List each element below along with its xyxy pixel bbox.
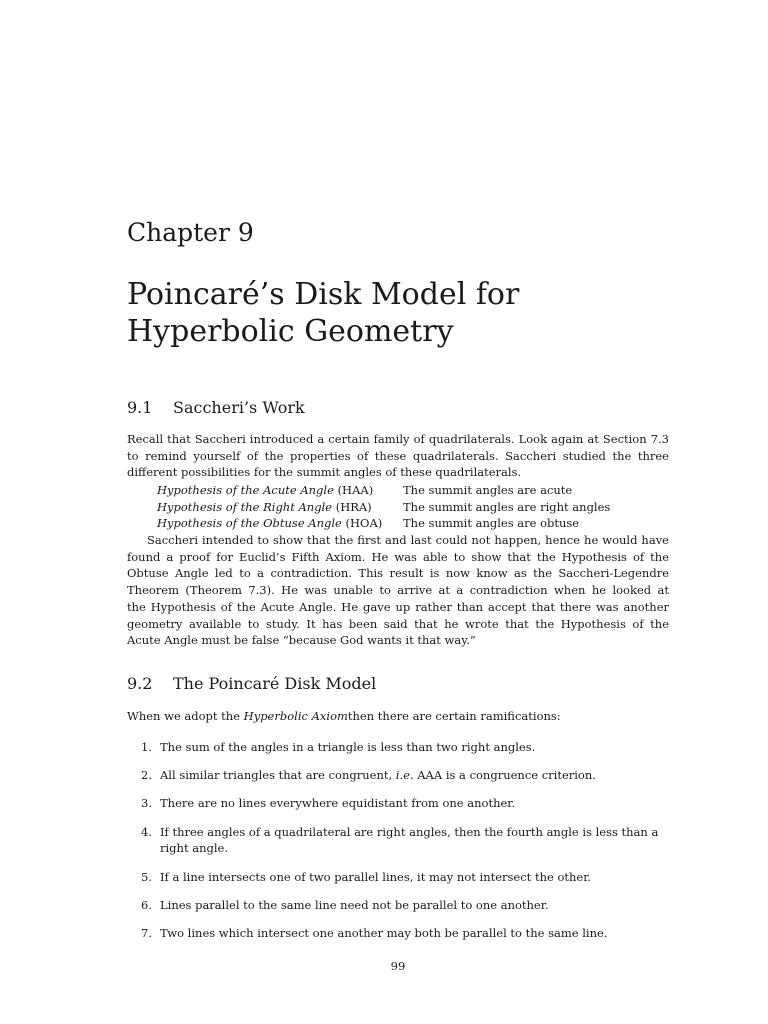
hypothesis-abbr: (HRA) (335, 499, 372, 514)
list-item-text-before: All similar triangles that are congruent, (160, 768, 396, 783)
list-item-italic: i.e. (395, 768, 414, 783)
chapter-title-line-1: Poincaré’s Disk Model for (127, 277, 520, 312)
hypothesis-name (157, 515, 403, 532)
list-item-text: Two lines which intersect one another may both be parallel to the same line. (160, 925, 608, 940)
section-title: The Poincaré Disk Model (173, 674, 377, 693)
list-marker: 7. (141, 925, 152, 940)
list-item-text-continued: right angle. (160, 841, 228, 856)
hypothesis-description: The summit angles are acute (403, 483, 573, 497)
hypotheses-table (157, 482, 610, 532)
list-item (127, 925, 658, 942)
section-number: 9.2 (127, 674, 153, 693)
section-title: Saccheri’s Work (173, 398, 305, 417)
paragraph-line: Obtuse Angle led to a contradiction. This result is now know as the Saccheri-Legendre (127, 566, 669, 581)
chapter-title-line-2: Hyperbolic Geometry (127, 314, 454, 349)
paragraph-line: to remind yourself of the properties of these quadrilaterals. Saccheri studied the three (127, 448, 669, 463)
hypothesis-name (157, 499, 403, 516)
list-item (127, 739, 658, 756)
hypothesis-row (157, 515, 610, 532)
list-item (127, 767, 658, 784)
hypothesis-abbr: (HAA) (337, 483, 374, 497)
list-marker: 5. (141, 869, 152, 884)
paragraph-line: found a proof for Euclid’s Fifth Axiom. He was able to show that the Hypothesis of the (127, 549, 669, 564)
intro-text-before: When we adopt the (127, 709, 244, 723)
list-marker: 2. (141, 768, 152, 783)
list-item (127, 795, 658, 812)
section-heading-9-1 (127, 398, 305, 418)
list-marker: 3. (141, 796, 152, 811)
intro-text-after: then there are certain ramifications: (347, 709, 561, 723)
section-number: 9.1 (127, 398, 153, 417)
saccheri-intro-paragraph (127, 431, 669, 481)
saccheri-second-paragraph (127, 532, 669, 649)
list-item-text: If a line intersects one of two parallel lines, it may not intersect the other. (160, 869, 592, 884)
hypothesis-row (157, 499, 610, 516)
hypothesis-row (157, 482, 610, 499)
list-item-text: If three angles of a quadrilateral are right angles, then the fourth angle is less than a (160, 824, 659, 839)
list-marker: 6. (141, 897, 152, 912)
ramifications-list (127, 739, 658, 953)
hyperbolic-axiom-intro (127, 708, 561, 725)
list-marker: 1. (141, 740, 152, 754)
list-item (127, 897, 658, 914)
hypothesis-description: The summit angles are obtuse (403, 516, 580, 531)
paragraph-line: Recall that Saccheri introduced a certain family of quadrilaterals. Look again at Section 7.3 (127, 432, 669, 446)
paragraph-line: Saccheri intended to show that the first and last could not happen, hence he would have (147, 533, 669, 547)
hypothesis-title: Hypothesis of the Obtuse Angle (157, 516, 342, 531)
list-item-text: Lines parallel to the same line need not be parallel to one another. (160, 897, 549, 912)
paragraph-line: Acute Angle must be false “because God wants it that way.” (127, 633, 476, 648)
intro-italic-term: Hyperbolic Axiom (243, 709, 348, 723)
page-number: 99 (390, 959, 406, 973)
paragraph-line: geometry available to study. It has been said that he wrote that the Hypothesis of the (127, 616, 669, 631)
list-item-text: The sum of the angles in a triangle is less than two right angles. (160, 740, 536, 754)
paragraph-line: different possibilities for the summit angles of these quadrilaterals. (127, 465, 522, 480)
chapter-label: Chapter 9 (127, 218, 254, 247)
list-item (127, 869, 658, 886)
list-item (127, 824, 658, 857)
hypothesis-description: The summit angles are right angles (403, 499, 611, 514)
hypothesis-abbr: (HOA) (345, 516, 383, 531)
paragraph-line: Theorem (Theorem 7.3). He was unable to arrive at a contradiction when he looked at (127, 583, 669, 598)
list-item-text-after: AAA is a congruence criterion. (413, 768, 596, 783)
chapter-title (127, 276, 519, 350)
list-item-text: There are no lines everywhere equidistant from one another. (160, 796, 516, 811)
section-heading-9-2 (127, 674, 376, 694)
list-marker: 4. (141, 824, 152, 839)
hypothesis-title: Hypothesis of the Acute Angle (157, 483, 334, 497)
hypothesis-title: Hypothesis of the Right Angle (157, 499, 333, 514)
paragraph-line: the Hypothesis of the Acute Angle. He gave up rather than accept that there was another (127, 599, 669, 614)
hypothesis-name (157, 482, 403, 499)
